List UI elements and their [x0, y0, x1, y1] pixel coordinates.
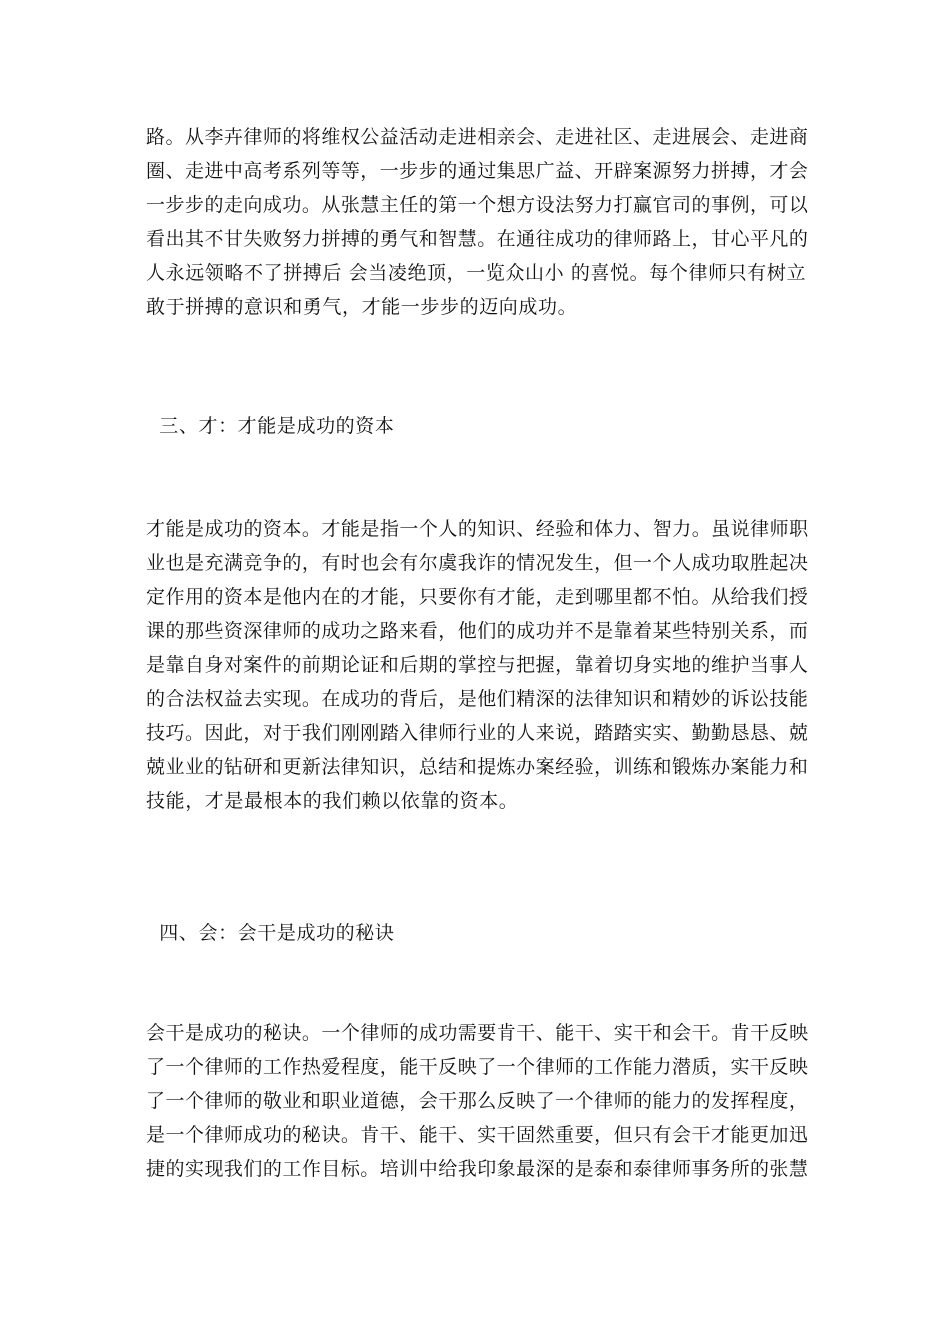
text-line: 业也是充满竞争的，有时也会有尔虞我诈的情况发生，但一个人成功取胜起决 [146, 552, 809, 574]
text-line: 才能是成功的资本。才能是指一个人的知识、经验和体力、智力。虽说律师职 [146, 518, 809, 540]
text-line: 定作用的资本是他内在的才能，只要你有才能，走到哪里都不怕。从给我们授 [146, 586, 809, 608]
text-line: 是一个律师成功的秘诀。肯干、能干、实干固然重要，但只有会干才能更加迅 [146, 1124, 809, 1146]
paragraph-talent [146, 512, 809, 818]
section-heading-skill: 四、会：会干是成功的秘诀 [146, 922, 395, 944]
text-line: 课的那些资深律师的成功之路来看，他们的成功并不是靠着某些特别关系，而 [146, 620, 809, 642]
text-line: 一步步的走向成功。从张慧主任的第一个想方设法努力打赢官司的事例，可以 [146, 194, 809, 216]
text-line: 技巧。因此，对于我们刚刚踏入律师行业的人来说，踏踏实实、勤勤恳恳、兢 [146, 722, 809, 744]
text-line: 捷的实现我们的工作目标。培训中给我印象最深的是泰和泰律师事务所的张慧 [146, 1158, 809, 1180]
text-line: 技能，才是最根本的我们赖以依靠的资本。 [146, 790, 519, 812]
text-line: 了一个律师的敬业和职业道德，会干那么反映了一个律师的能力的发挥程度， [146, 1090, 809, 1112]
text-line: 兢业业的钻研和更新法律知识，总结和提炼办案经验，训练和锻炼办案能力和 [146, 756, 809, 778]
text-line: 了一个律师的工作热爱程度，能干反映了一个律师的工作能力潜质，实干反映 [146, 1056, 809, 1078]
text-line: 敢于拼搏的意识和勇气，才能一步步的迈向成功。 [146, 296, 578, 318]
text-line: 人永远领略不了拼搏后 会当凌绝顶，一览众山小 的喜悦。每个律师只有树立 [146, 262, 807, 284]
text-line: 是靠自身对案件的前期论证和后期的掌控与把握，靠着切身实地的维护当事人 [146, 654, 809, 676]
text-line: 圈、走进中高考系列等等，一步步的通过集思广益、开辟案源努力拼搏，才会 [146, 160, 809, 182]
text-line: 路。从李卉律师的将维权公益活动走进相亲会、走进社区、走进展会、走进商 [146, 126, 809, 148]
section-heading-talent: 三、才：才能是成功的资本 [146, 415, 395, 437]
paragraph-skill [146, 1016, 809, 1186]
text-line: 会干是成功的秘诀。一个律师的成功需要肯干、能干、实干和会干。肯干反映 [146, 1022, 809, 1044]
text-line: 看出其不甘失败努力拼搏的勇气和智慧。在通往成功的律师路上，甘心平凡的 [146, 228, 809, 250]
paragraph-perseverance [146, 120, 809, 324]
text-line: 的合法权益去实现。在成功的背后，是他们精深的法律知识和精妙的诉讼技能 [146, 688, 809, 710]
